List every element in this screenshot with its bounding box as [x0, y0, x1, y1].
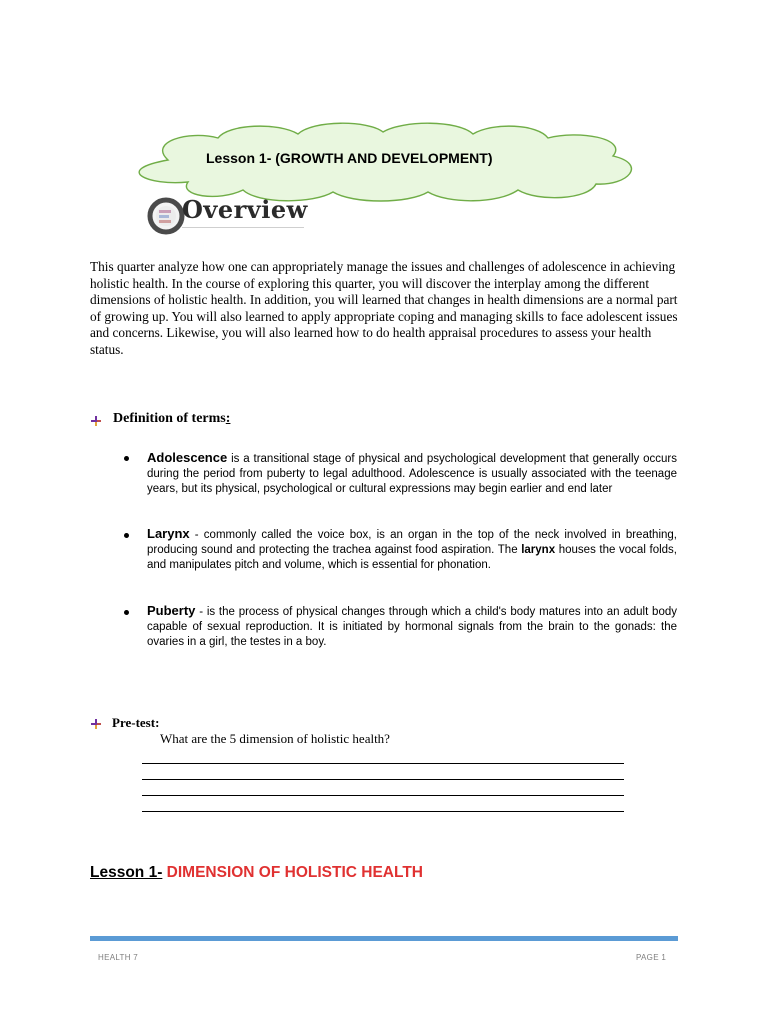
term-puberty	[147, 603, 677, 650]
term-name: Larynx	[147, 526, 190, 541]
term-definition: - commonly called the voice box, is an organ in the top of the neck involved in breathing, producing sound and protecting the trachea against food aspiration. The	[147, 529, 677, 556]
pretest-heading: Pre-test:	[112, 715, 160, 730]
intro-paragraph: This quarter analyze how one can appropriately manage the issues and challenges of adolescence in achieving holistic health. In the course of exploring this quarter, you will discover the interplay among the different dimensions of holistic health. In addition, you will learned that changes in health dimensions are a normal part of growing up. You will also learned to apply appropriate coping and managing skills to face adolescent issues and concerns. Likewise, you will also learned how to do health appraisal procedures to assess your health status.	[90, 259, 678, 357]
term-bullet	[124, 456, 129, 461]
arrow-bullet-icon	[90, 415, 102, 427]
term-bold-word: larynx	[521, 544, 556, 556]
overview-logo-text: Overview	[182, 195, 308, 224]
term-definition: is a transitional stage of physical and psychological development that generally occurs during the period from puberty to legal adulthood. Adolescence is usually associated with the teenage years, but its physical, psychological or cultural expressions may begin earlier and end later	[147, 453, 677, 495]
answer-line[interactable]	[142, 779, 624, 780]
term-definition: - is the process of physical changes through which a child's body matures into an adult body capable of sexual reproduction. It is initiated by hormonal signals from the brain to the gonads: the ovaries in a girl, the testes in a boy.	[147, 606, 677, 648]
definitions-heading-colon: :	[225, 411, 231, 426]
term-name: Adolescence	[147, 450, 228, 465]
answer-line[interactable]	[142, 811, 624, 812]
lesson-title: Lesson 1- (GROWTH AND DEVELOPMENT)	[206, 150, 493, 166]
definitions-heading-text: Definition of terms	[113, 411, 226, 426]
footer-left: HEALTH 7	[98, 953, 139, 962]
arrow-bullet-icon	[90, 718, 102, 730]
lesson-heading-prefix: Lesson 1-	[90, 864, 163, 881]
footer-bar	[90, 936, 678, 941]
term-bullet	[124, 533, 129, 538]
term-adolescence	[147, 450, 677, 497]
term-larynx	[147, 526, 677, 573]
pretest-question: What are the 5 dimension of holistic health?	[160, 731, 390, 746]
lesson-heading-title: DIMENSION OF HOLISTIC HEALTH	[162, 864, 423, 881]
lesson-heading	[90, 864, 423, 882]
definitions-heading	[113, 411, 230, 427]
overview-o-icon	[146, 196, 186, 236]
overview-underline	[182, 227, 304, 228]
answer-line[interactable]	[142, 795, 624, 796]
footer-page-number: PAGE 1	[636, 953, 667, 962]
term-definition-cont: houses the vocal folds, and manipulates pitch and volume, which is essential for phonation.	[147, 544, 677, 571]
overview-logo	[146, 193, 308, 239]
answer-line[interactable]	[142, 763, 624, 764]
term-bullet	[124, 610, 129, 615]
term-name: Puberty	[147, 603, 196, 618]
